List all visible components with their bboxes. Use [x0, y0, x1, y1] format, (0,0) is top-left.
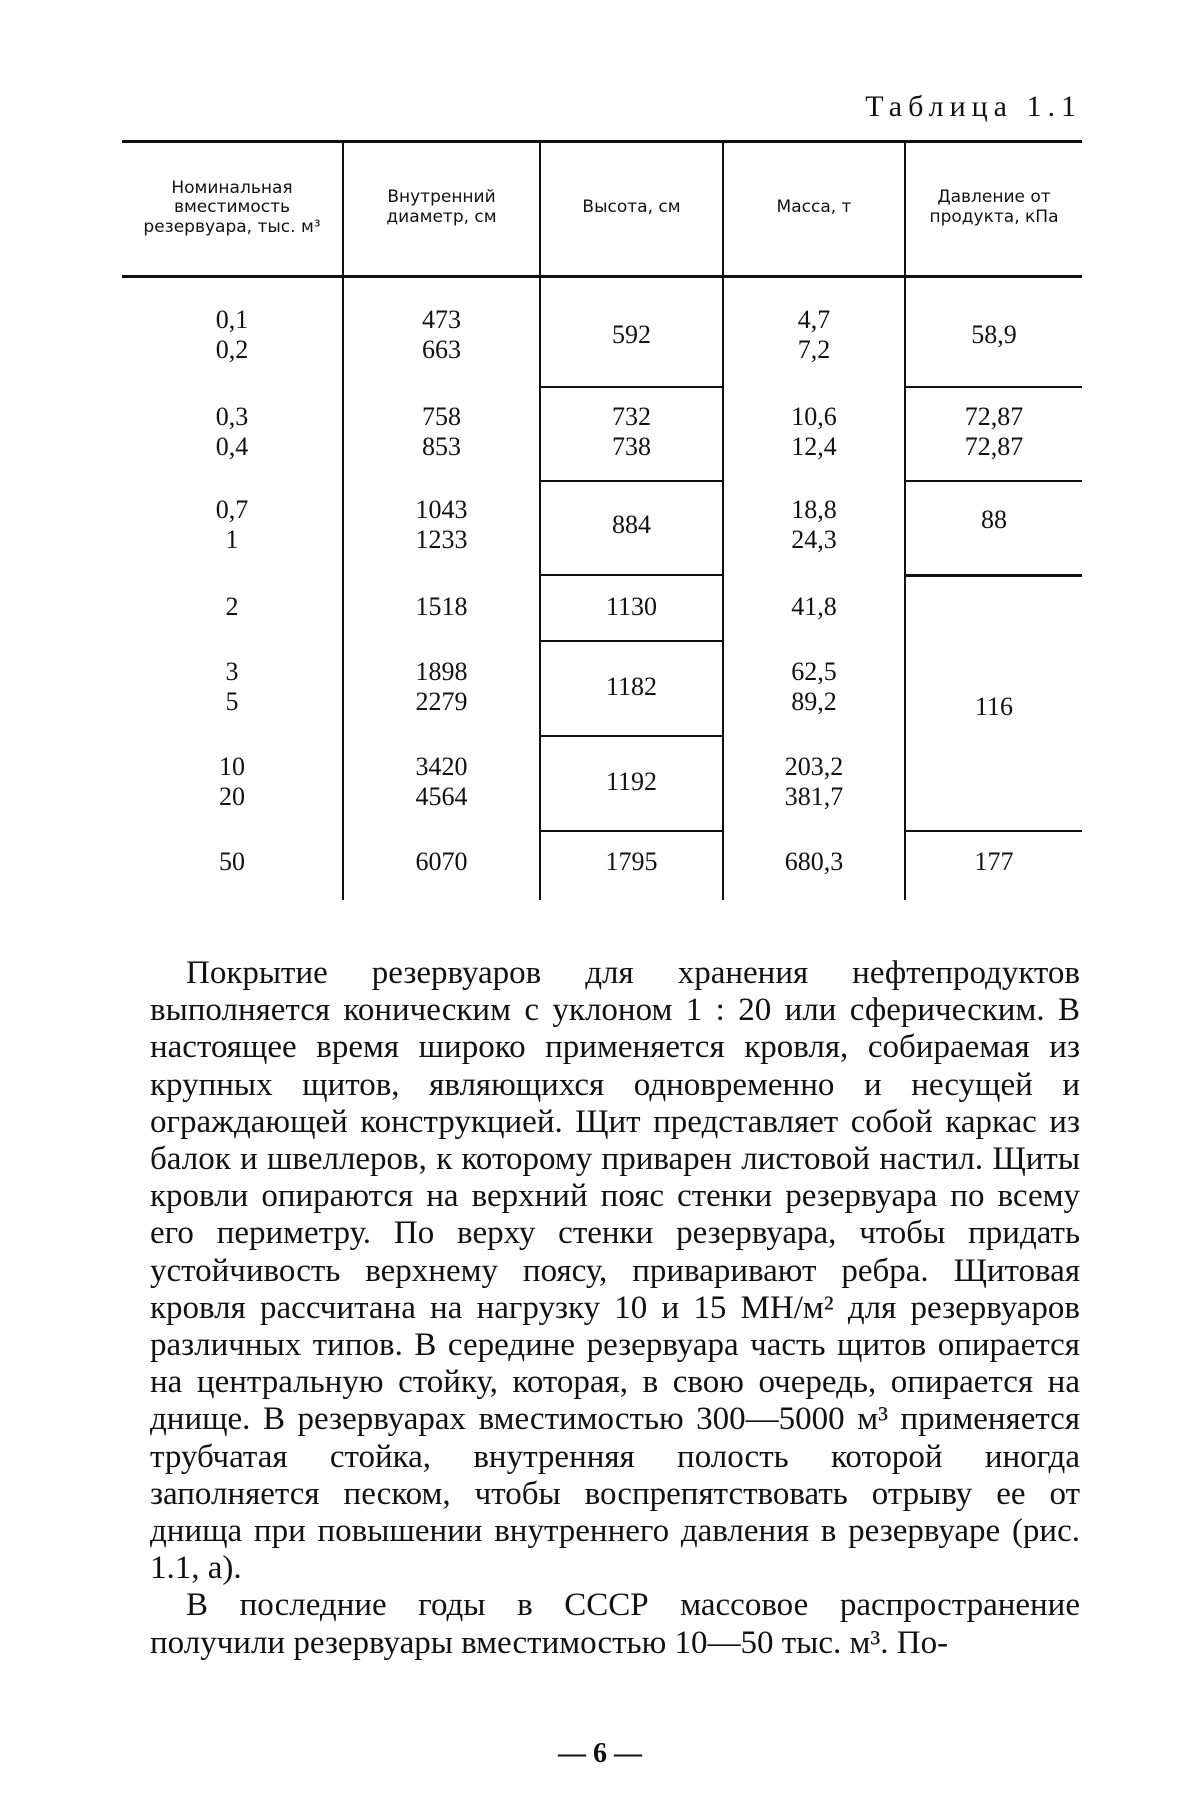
row-divider: [541, 735, 722, 737]
cell-pressure: 116: [974, 692, 1014, 721]
cell-diameter: 1043 1233: [415, 495, 468, 554]
header-height: Высота, см: [582, 197, 681, 218]
cell-diameter: 473 663: [422, 305, 461, 364]
row-divider: [906, 386, 1082, 388]
row-divider: [541, 480, 722, 482]
cell-capacity: 0,3 0,4: [215, 402, 249, 461]
cell-capacity: 0,7 1: [215, 495, 249, 554]
header-mass: Масса, т: [776, 197, 852, 218]
cell-diameter: 758 853: [422, 402, 461, 461]
row-divider: [906, 574, 1082, 577]
header-diameter: Внутренний диаметр, см: [386, 187, 497, 227]
row-divider: [906, 480, 1082, 482]
body-text: [150, 955, 1080, 1662]
cell-pressure: 72,87 72,87: [964, 402, 1024, 461]
cell-height: 732 738: [612, 402, 651, 461]
cell-mass: 62,5 89,2: [791, 657, 837, 716]
cell-pressure: 88: [981, 505, 1007, 534]
row-divider: [541, 574, 722, 576]
cell-diameter: 6070: [415, 847, 468, 876]
header-capacity: Номинальная вместимость резервуара, тыс. м³: [143, 177, 321, 237]
cell-height: 592: [612, 320, 651, 349]
cell-diameter: 3420 4564: [415, 752, 468, 811]
cell-pressure: 58,9: [971, 320, 1017, 349]
cell-diameter: 1898 2279: [415, 657, 468, 716]
cell-height: 1192: [605, 767, 658, 796]
cell-capacity: 3 5: [225, 657, 239, 716]
paragraph: В последние годы в СССР массовое распространение получили резервуары вместимостью 10—50 тыс. м³. По-: [150, 1587, 1080, 1661]
paragraph: Покрытие резервуаров для хранения нефтепродуктов выполняется коническим с уклоном 1 : 20 или сферическим. В настоящее время широко применяется кровля, собираемая из крупных щитов, являющихся одновременно и несущей и ограждающей конструкцией. Щит представляет собой каркас из балок и швеллеров, к которому приварен листовой настил. Щиты кровли опираются на верхний пояс стенки резервуара по всему его периметру. По верху стенки резервуара, чтобы придать устойчивость верхнему поясу, приваривают ребра. Щитовая кровля рассчитана на нагрузку 10 и 15 МН/м² для резервуаров различных типов. В середине резервуара часть щитов опирается на центральную стойку, которая, в свою очередь, опирается на днище. В резервуарах вместимостью 300—5000 м³ применяется трубчатая стойка, внутренняя полость которой иногда заполняется песком, чтобы воспрепятствовать отрыву ее от днища при повышении внутреннего давления в резервуаре (рис. 1.1, а).: [150, 955, 1080, 1587]
row-divider: [906, 830, 1082, 832]
row-divider: [541, 640, 722, 642]
row-divider: [541, 830, 722, 832]
page-number: — 6 —: [558, 1738, 642, 1769]
cell-height: 1130: [605, 592, 658, 621]
cell-mass: 680,3: [784, 847, 844, 876]
table-caption: Таблица 1.1: [865, 90, 1082, 123]
cell-height: 884: [612, 510, 651, 539]
cell-capacity: 10 20: [219, 752, 245, 811]
cell-mass: 4,7 7,2: [797, 305, 831, 364]
cell-capacity: 50: [219, 847, 245, 876]
cell-diameter: 1518: [415, 592, 468, 621]
header-pressure: Давление от продукта, кПа: [929, 187, 1059, 227]
row-divider: [541, 386, 722, 388]
cell-mass: 41,8: [791, 592, 837, 621]
cell-pressure: 177: [974, 847, 1014, 876]
cell-height: 1795: [605, 847, 658, 876]
cell-capacity: 0,1 0,2: [215, 305, 249, 364]
cell-capacity: 2: [225, 592, 239, 621]
cell-mass: 203,2 381,7: [784, 752, 844, 811]
cell-mass: 10,6 12,4: [791, 402, 837, 461]
cell-height: 1182: [605, 672, 658, 701]
cell-mass: 18,8 24,3: [791, 495, 837, 554]
